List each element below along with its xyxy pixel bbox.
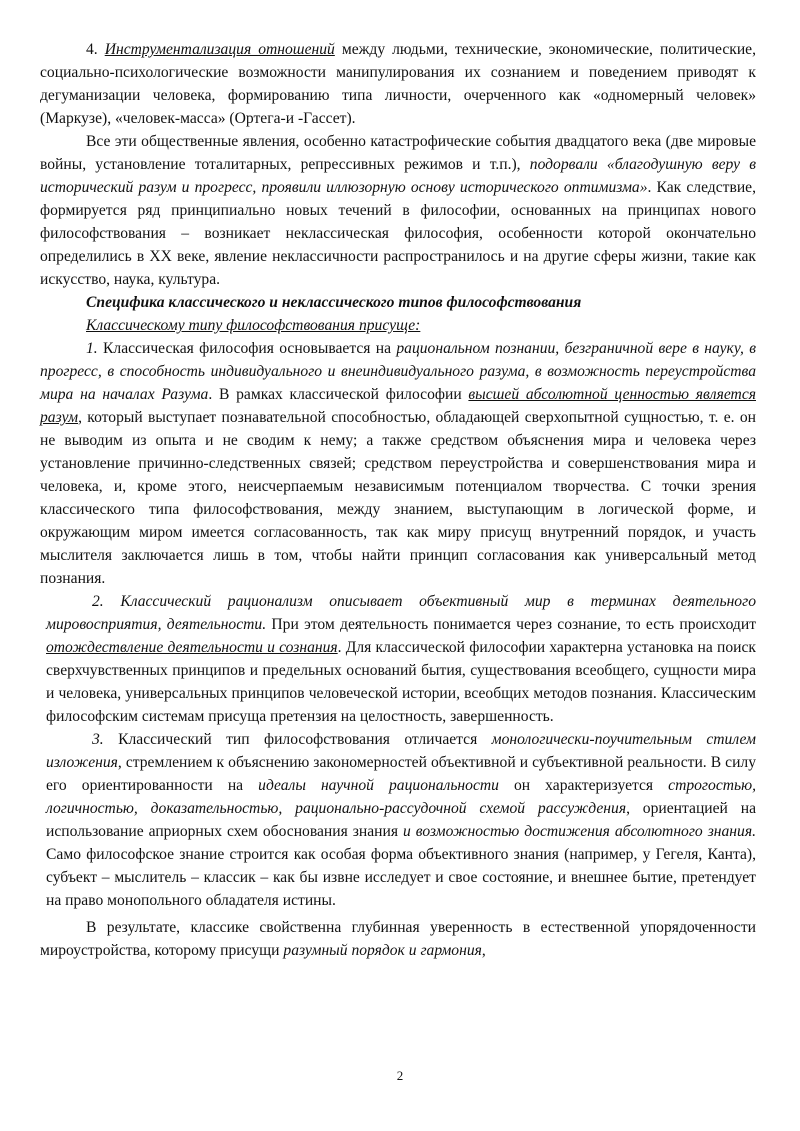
paragraph-text: Классическая философия основывается на	[97, 340, 397, 357]
paragraph-text: , ориентацией на использование априорных схем обоснования знания	[46, 800, 756, 840]
paragraph-text: между людьми, технические, экономические, политические, социально-психологические возможности манипулирования их сознанием и поведением приводят к дегуманизации человека, формированию типа личности, очерченного как «одномерный человек» (Маркузе), «человек-масса» (Ортега-и -Гассет).	[40, 41, 756, 127]
paragraph-text: . Для классической философии характерна установка на поиск сверхчувственных принципов и предельных оснований бытия, существования всеобщего, сущности мира и человека, универсальных принципов человеческой истории, всеобщих методов познания. Классическим философским системам присуща претензия на целостность, завершенность.	[46, 639, 757, 725]
paragraph-text: . В рамках классической философии	[208, 386, 469, 403]
term-instrumentalization: Инструментализация отношений	[104, 41, 335, 58]
italic-quote: подорвали «благодушную веру в исторический разум и прогресс, проявили иллюзорную основу исторического оптимизма»	[40, 156, 756, 196]
paragraph-text: , который выступает познавательной способностью, обладающей сверхопытной сущностью, т. е. он не выводим из опыта и не сводим к нему; а также средством объяснения мира и человека через установление причинно-следственных связей; средством переустройства и совершенствования мира и человека, и, кроме этого, неисчерпаемым независимым потенциалом творчества. С точки зрения классического типа философствования, между знанием, выступающим в логической форме, и окружающим миром имеется согласованность, так как миру присущ внутренний порядок, и участь мыслителя заключается лишь в том, чтобы найти принцип согласования как универсальный метод познания.	[40, 409, 756, 587]
italic-phrase: рациональном познании, безграничной вере в науку, в прогресс, в способность индивидуального и внеиндивидуального разума, в возможность переустройства мира на началах Разума	[40, 340, 756, 403]
list-item-1	[40, 337, 756, 590]
paragraph-text: ,	[481, 942, 486, 959]
italic-phrase: Классический рационализм описывает объективный мир в терминах деятельного мировосприятия, деятельности.	[46, 593, 756, 633]
italic-phrase: строгостью, логичностью, доказательностью, рационально-рассудочной схемой рассуждения	[46, 777, 756, 817]
paragraph-text: . Как следствие, формируется ряд принципиально новых течений в философии, основанных на принципах нового философствования – возникает неклассическая философия, особенности которой окончательно определились в XX веке, явление неклассичности распространилось и на другие сферы жизни, такие как искусство, наука, культура.	[40, 179, 756, 288]
italic-phrase: разумный порядок и гармония	[283, 942, 482, 959]
list-item-3	[40, 728, 756, 912]
underlined-phrase: отождествление деятельности и сознания	[46, 639, 338, 656]
paragraph-text: Классический тип философствования отличается	[103, 731, 492, 748]
paragraph-text: , стремлением к объяснению закономерностей объективной и субъективной реальности. В силу его ориентированности на	[46, 754, 756, 794]
italic-phrase: и возможностью достижения абсолютного знания.	[403, 823, 756, 840]
paragraph-text: Все эти общественные явления, особенно катастрофические события двадцатого века (две мировые войны, установление тоталитарных, репрессивных режимов и т.п.),	[40, 133, 756, 173]
paragraph-text: он характеризуется	[498, 777, 669, 794]
paragraph-text: При этом деятельность понимается через сознание, то есть происходит	[266, 616, 757, 633]
item-number: 2.	[92, 593, 104, 610]
paragraph-text: В результате, классике свойственна глубинная уверенность в естественной упорядоченности мироустройства, которому присущи	[40, 919, 756, 959]
paragraph-social-phenomena	[40, 130, 756, 291]
italic-phrase: монологически-поучительным стилем изложения	[46, 731, 756, 771]
paragraph-4	[40, 38, 756, 130]
section-heading: Специфика классического и неклассического типов философствования	[86, 294, 582, 311]
section-subheading: Классическому типу философствования присуще:	[86, 317, 421, 334]
list-item-2	[40, 590, 756, 728]
underlined-phrase: высшей абсолютной ценностью является разум	[40, 386, 756, 426]
italic-phrase: идеалы научной рациональности	[258, 777, 499, 794]
paragraph-text: Само философское знание строится как особая форма объективного знания (например, у Гегеля, Канта), субъект – мыслитель – классик – как бы извне исследует и свое состояние, и внешнее бытие, претендует на право монопольного обладателя истины.	[46, 846, 756, 909]
item-number: 4.	[86, 41, 98, 58]
page-number: 2	[396, 1068, 404, 1083]
item-number: 3.	[92, 731, 104, 748]
page-body	[40, 38, 756, 962]
item-number: 1.	[86, 340, 98, 357]
paragraph-conclusion	[40, 916, 756, 962]
